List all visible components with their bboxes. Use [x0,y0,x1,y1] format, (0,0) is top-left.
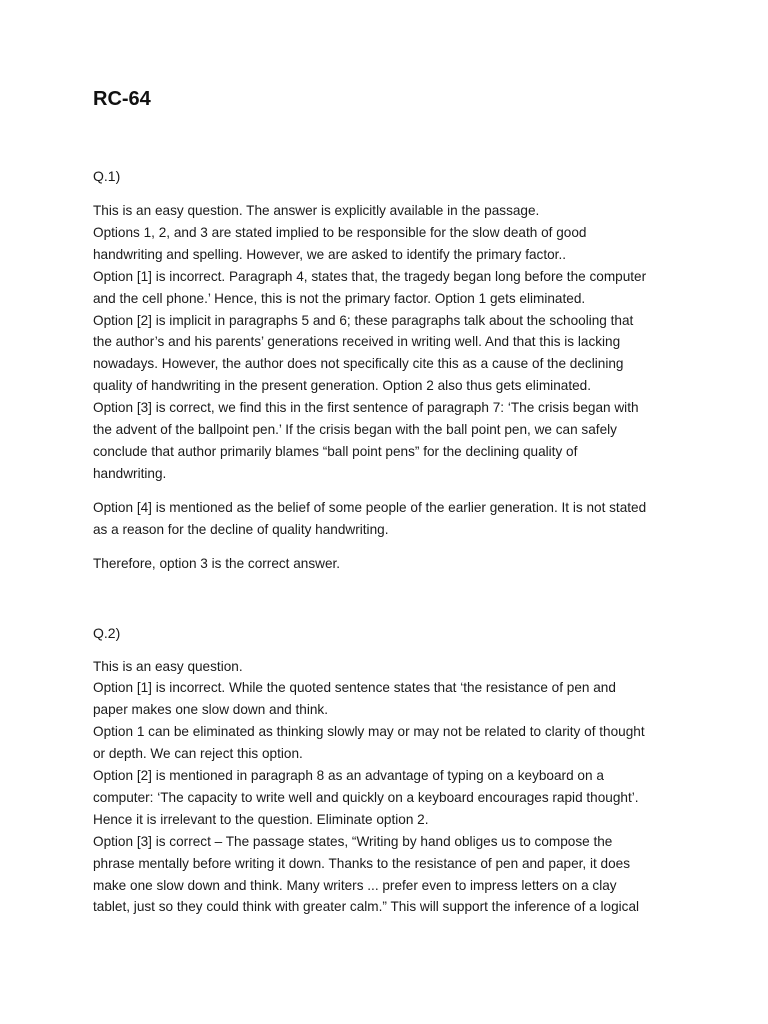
text-line: Option [3] is correct, we find this in the first sentence of paragraph 7: ‘The crisis began with [93,400,639,416]
text-line: the advent of the ballpoint pen.’ If the crisis began with the ball point pen, we can safely [93,422,617,438]
text-line: Option [1] is incorrect. Paragraph 4, states that, the tragedy began long before the computer [93,268,647,284]
text-line: Option [2] is mentioned in paragraph 8 as an advantage of typing on a keyboard on a [93,768,604,784]
text-line: Option [4] is mentioned as the belief of some people of the earlier generation. It is not stated [93,499,647,515]
question-1-explanation [93,200,683,485]
text-line: or depth. We can reject this option. [93,746,303,762]
text-line: Option [1] is incorrect. While the quoted sentence states that ‘the resistance of pen and [93,680,616,696]
text-line: nowadays. However, the author does not specifically cite this as a cause of the declining [93,356,624,372]
question-2-explanation [93,656,683,919]
text-line: This is an easy question. The answer is explicitly available in the passage. [93,203,540,218]
text-line: This is an easy question. [93,658,243,674]
text-line: quality of handwriting in the present generation. Option 2 also thus gets eliminated. [93,378,591,394]
text-line: and the cell phone.’ Hence, this is not the primary factor. Option 1 gets eliminated. [93,290,586,306]
text-line: handwriting and spelling. However, we are asked to identify the primary factor.. [93,246,567,262]
document-title: RC-64 [93,88,151,110]
text-line: tablet, just so they could think with greater calm.” This will support the inference of a logical [93,899,640,915]
text-line: as a reason for the decline of quality handwriting. [93,521,389,537]
question-1-label: Q.1) [93,168,121,184]
question-2-label: Q.2) [93,624,121,641]
document-page [93,86,683,918]
text-line: computer: ‘The capacity to write well and quickly on a keyboard encourages rapid thought’. [93,789,639,805]
text-line: Option 1 can be eliminated as thinking slowly may or may not be related to clarity of thought [93,724,645,740]
text-line: conclude that author primarily blames “ball point pens” for the declining quality of [93,443,578,459]
text-line: Hence it is irrelevant to the question. Eliminate option 2. [93,811,429,827]
text-line: Options 1, 2, and 3 are stated implied to be responsible for the slow death of good [93,224,587,240]
text-line: handwriting. [93,465,167,481]
text-line: Option [3] is correct – The passage states, “Writing by hand obliges us to compose the [93,833,613,849]
text-line: Option [2] is implicit in paragraphs 5 and 6; these paragraphs talk about the schooling that [93,312,634,328]
text-line: phrase mentally before writing it down. Thanks to the resistance of pen and paper, it does [93,855,631,871]
text-line: Therefore, option 3 is the correct answer. [93,555,341,571]
text-line: paper makes one slow down and think. [93,702,329,718]
text-line: make one slow down and think. Many writers ... prefer even to impress letters on a clay [93,877,617,893]
question-1-conclusion [93,553,683,575]
text-line: the author’s and his parents’ generations received in writing well. And that this is lacking [93,334,621,350]
question-1-option-4-note [93,497,683,541]
